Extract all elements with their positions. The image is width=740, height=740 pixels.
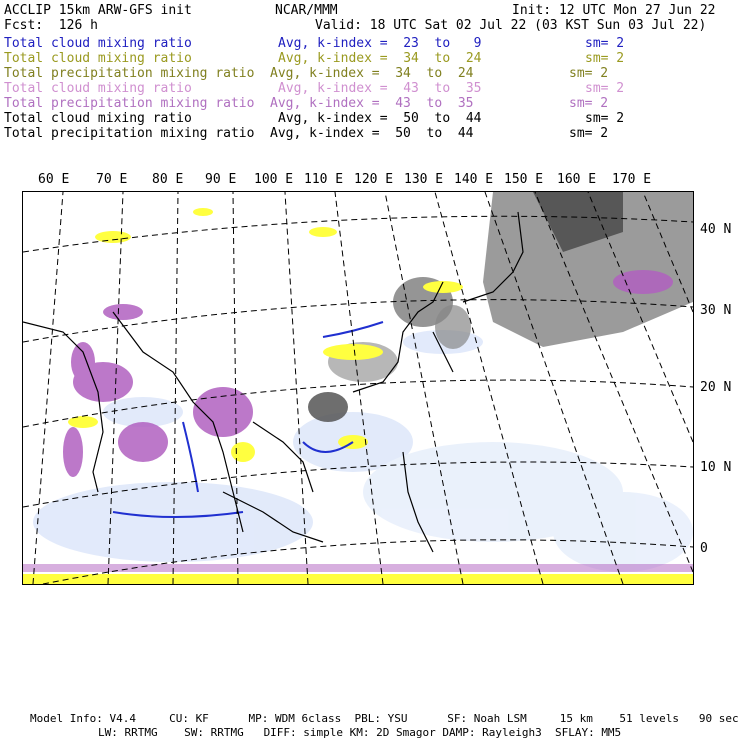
legend-field: Total cloud mixing ratio (4, 51, 192, 66)
legend-field: Total precipitation mixing ratio (4, 66, 255, 81)
model-info-line2: LW: RRTMG SW: RRTMG DIFF: simple KM: 2D Smagor DAMP: Rayleigh3 SFLAY: MM5 (98, 726, 622, 739)
legend-avg: Avg, k-index = 50 to 44 (278, 111, 482, 126)
forecast-hour: Fcst: 126 h (4, 18, 98, 33)
lat-label: 20 N (700, 380, 732, 395)
legend-field: Total cloud mixing ratio (4, 81, 192, 96)
map-canvas (23, 192, 693, 584)
lon-label: 150 E (504, 172, 544, 187)
legend-field: Total cloud mixing ratio (4, 111, 192, 126)
valid-time: Valid: 18 UTC Sat 02 Jul 22 (03 KST Sun 03 Jul 22) (315, 18, 707, 33)
lon-label: 170 E (612, 172, 652, 187)
legend-field: Total precipitation mixing ratio (4, 126, 255, 141)
lon-label: 110 E (304, 172, 344, 187)
legend-avg: Avg, k-index = 23 to 9 (278, 36, 482, 51)
org-label: NCAR/MMM (275, 3, 338, 18)
lon-label: 60 E (38, 172, 70, 187)
lat-label: 0 (700, 541, 708, 556)
legend-field: Total precipitation mixing ratio (4, 96, 255, 111)
legend-avg: Avg, k-index = 43 to 35 (270, 96, 474, 111)
init-time: Init: 12 UTC Mon 27 Jun 22 (512, 3, 716, 18)
lon-label: 100 E (254, 172, 294, 187)
legend-sm: sm= 2 (585, 111, 625, 126)
legend-sm: sm= 2 (585, 36, 625, 51)
lon-label: 80 E (152, 172, 184, 187)
lat-label: 10 N (700, 460, 732, 475)
legend-sm: sm= 2 (569, 126, 609, 141)
legend-sm: sm= 2 (569, 96, 609, 111)
lon-label: 130 E (404, 172, 444, 187)
lon-label: 90 E (205, 172, 237, 187)
lon-label: 160 E (557, 172, 597, 187)
model-info-line1: Model Info: V4.4 CU: KF MP: WDM 6class PBL: YSU SF: Noah LSM 15 km 51 levels 90 sec (30, 712, 739, 725)
legend-sm: sm= 2 (569, 66, 609, 81)
lat-label: 30 N (700, 303, 732, 318)
lon-label: 140 E (454, 172, 494, 187)
legend-avg: Avg, k-index = 50 to 44 (270, 126, 474, 141)
legend-sm: sm= 2 (585, 81, 625, 96)
forecast-map (22, 191, 694, 585)
legend-field: Total cloud mixing ratio (4, 36, 192, 51)
legend-avg: Avg, k-index = 34 to 24 (278, 51, 482, 66)
legend-avg: Avg, k-index = 43 to 35 (278, 81, 482, 96)
lat-label: 40 N (700, 222, 732, 237)
legend-sm: sm= 2 (585, 51, 625, 66)
lon-label: 120 E (354, 172, 394, 187)
model-title: ACCLIP 15km ARW-GFS init (4, 3, 192, 18)
legend-avg: Avg, k-index = 34 to 24 (270, 66, 474, 81)
lon-label: 70 E (96, 172, 128, 187)
